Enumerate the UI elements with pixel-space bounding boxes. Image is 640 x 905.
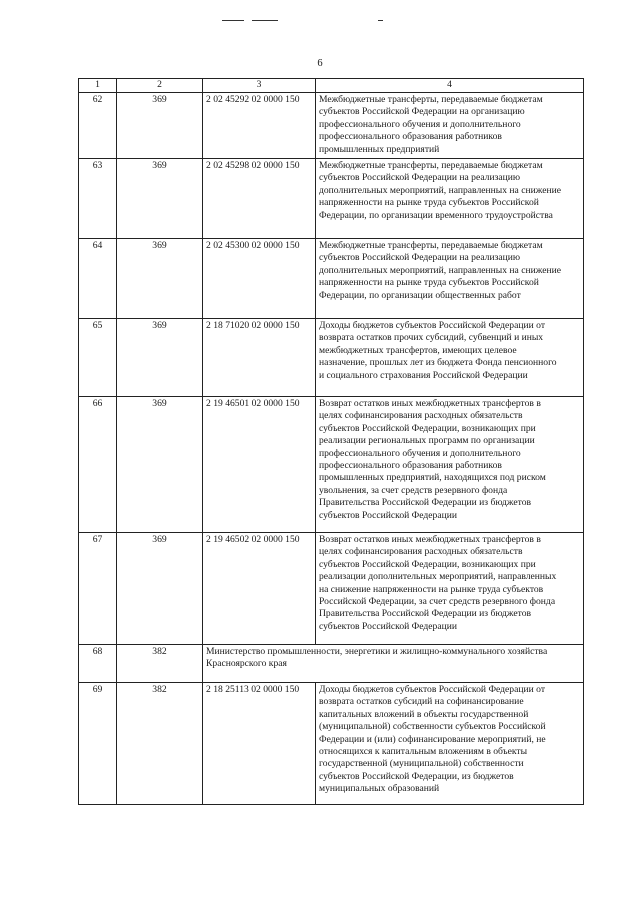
budget-code: 2 18 25113 02 0000 150 bbox=[203, 683, 316, 805]
table-row bbox=[79, 159, 584, 239]
column-number: 3 bbox=[203, 79, 316, 93]
row-number: 66 bbox=[79, 397, 117, 533]
budget-code: 2 18 71020 02 0000 150 bbox=[203, 319, 316, 397]
scan-mark bbox=[222, 20, 244, 21]
budget-code: 2 02 45300 02 0000 150 bbox=[203, 239, 316, 319]
admin-code: 369 bbox=[117, 319, 203, 397]
row-number: 65 bbox=[79, 319, 117, 397]
row-number: 62 bbox=[79, 93, 117, 159]
budget-code: 2 02 45292 02 0000 150 bbox=[203, 93, 316, 159]
revenue-description: Возврат остатков иных межбюджетных трансфертов в целях софинансирования расходных обязательств субъектов Российской Федерации, возникающих при реализации региональных программ по организации профессионального обучения и дополнительного профессионального образования работников промышленных предприятий, находящихся под риском увольнения, за счет средств резервного фонда Правительства Российской Федерации из бюджетов субъектов Российской Федерации bbox=[316, 397, 584, 533]
table-row bbox=[79, 319, 584, 397]
column-number: 2 bbox=[117, 79, 203, 93]
revenue-description: Возврат остатков иных межбюджетных трансфертов в целях софинансирования расходных обязательств субъектов Российской Федерации, возникающих при реализации дополнительных мероприятий, направленных на снижение напряженности на рынке труда субъектов Российской Федерации, за счет средств резервного фонда Правительства Российской Федерации из бюджетов субъектов Российской Федерации bbox=[316, 533, 584, 645]
row-number: 63 bbox=[79, 159, 117, 239]
column-number-row bbox=[79, 79, 584, 93]
table-row bbox=[79, 645, 584, 683]
scan-mark bbox=[378, 20, 383, 21]
admin-code: 369 bbox=[117, 93, 203, 159]
column-number: 1 bbox=[79, 79, 117, 93]
revenue-description: Межбюджетные трансферты, передаваемые бюджетам субъектов Российской Федерации на реализацию дополнительных мероприятий, направленных на снижение напряженности на рынке труда субъектов Российской Федерации, по организации временного трудоустройства bbox=[316, 159, 584, 239]
admin-code: 369 bbox=[117, 239, 203, 319]
row-number: 68 bbox=[79, 645, 117, 683]
revenue-codes-table bbox=[78, 78, 584, 805]
budget-code: 2 02 45298 02 0000 150 bbox=[203, 159, 316, 239]
scan-mark bbox=[252, 20, 278, 21]
row-number: 67 bbox=[79, 533, 117, 645]
table-row bbox=[79, 533, 584, 645]
admin-code: 369 bbox=[117, 533, 203, 645]
admin-code: 382 bbox=[117, 683, 203, 805]
revenue-description: Межбюджетные трансферты, передаваемые бюджетам субъектов Российской Федерации на реализацию дополнительных мероприятий, направленных на снижение напряженности на рынке труда субъектов Российской Федерации, по организации общественных работ bbox=[316, 239, 584, 319]
revenue-description: Доходы бюджетов субъектов Российской Федерации от возврата остатков прочих субсидий, субвенций и иных межбюджетных трансфертов, имеющих целевое назначение, прошлых лет из бюджета Фонда пенсионного и социального страхования Российской Федерации bbox=[316, 319, 584, 397]
page-number: 6 bbox=[317, 58, 323, 69]
admin-code: 382 bbox=[117, 645, 203, 683]
budget-code: 2 19 46502 02 0000 150 bbox=[203, 533, 316, 645]
column-number: 4 bbox=[316, 79, 584, 93]
admin-code: 369 bbox=[117, 159, 203, 239]
admin-code: 369 bbox=[117, 397, 203, 533]
row-number: 69 bbox=[79, 683, 117, 805]
table-row bbox=[79, 397, 584, 533]
table-row bbox=[79, 93, 584, 159]
table-row bbox=[79, 683, 584, 805]
row-number: 64 bbox=[79, 239, 117, 319]
budget-code: 2 19 46501 02 0000 150 bbox=[203, 397, 316, 533]
ministry-name: Министерство промышленности, энергетики и жилищно-коммунального хозяйства Красноярского края bbox=[203, 645, 584, 683]
revenue-description: Межбюджетные трансферты, передаваемые бюджетам субъектов Российской Федерации на организацию профессионального обучения и дополнительного профессионального образования работников промышленных предприятий bbox=[316, 93, 584, 159]
table-row bbox=[79, 239, 584, 319]
revenue-description: Доходы бюджетов субъектов Российской Федерации от возврата остатков субсидий на софинансирование капитальных вложений в объекты государственной (муниципальной) собственности субъектов Российской Федерации и (или) софинансирование мероприятий, не относящихся к капитальным вложениям в объекты государственной (муниципальной) собственности субъектов Российской Федерации, из бюджетов муниципальных образований bbox=[316, 683, 584, 805]
